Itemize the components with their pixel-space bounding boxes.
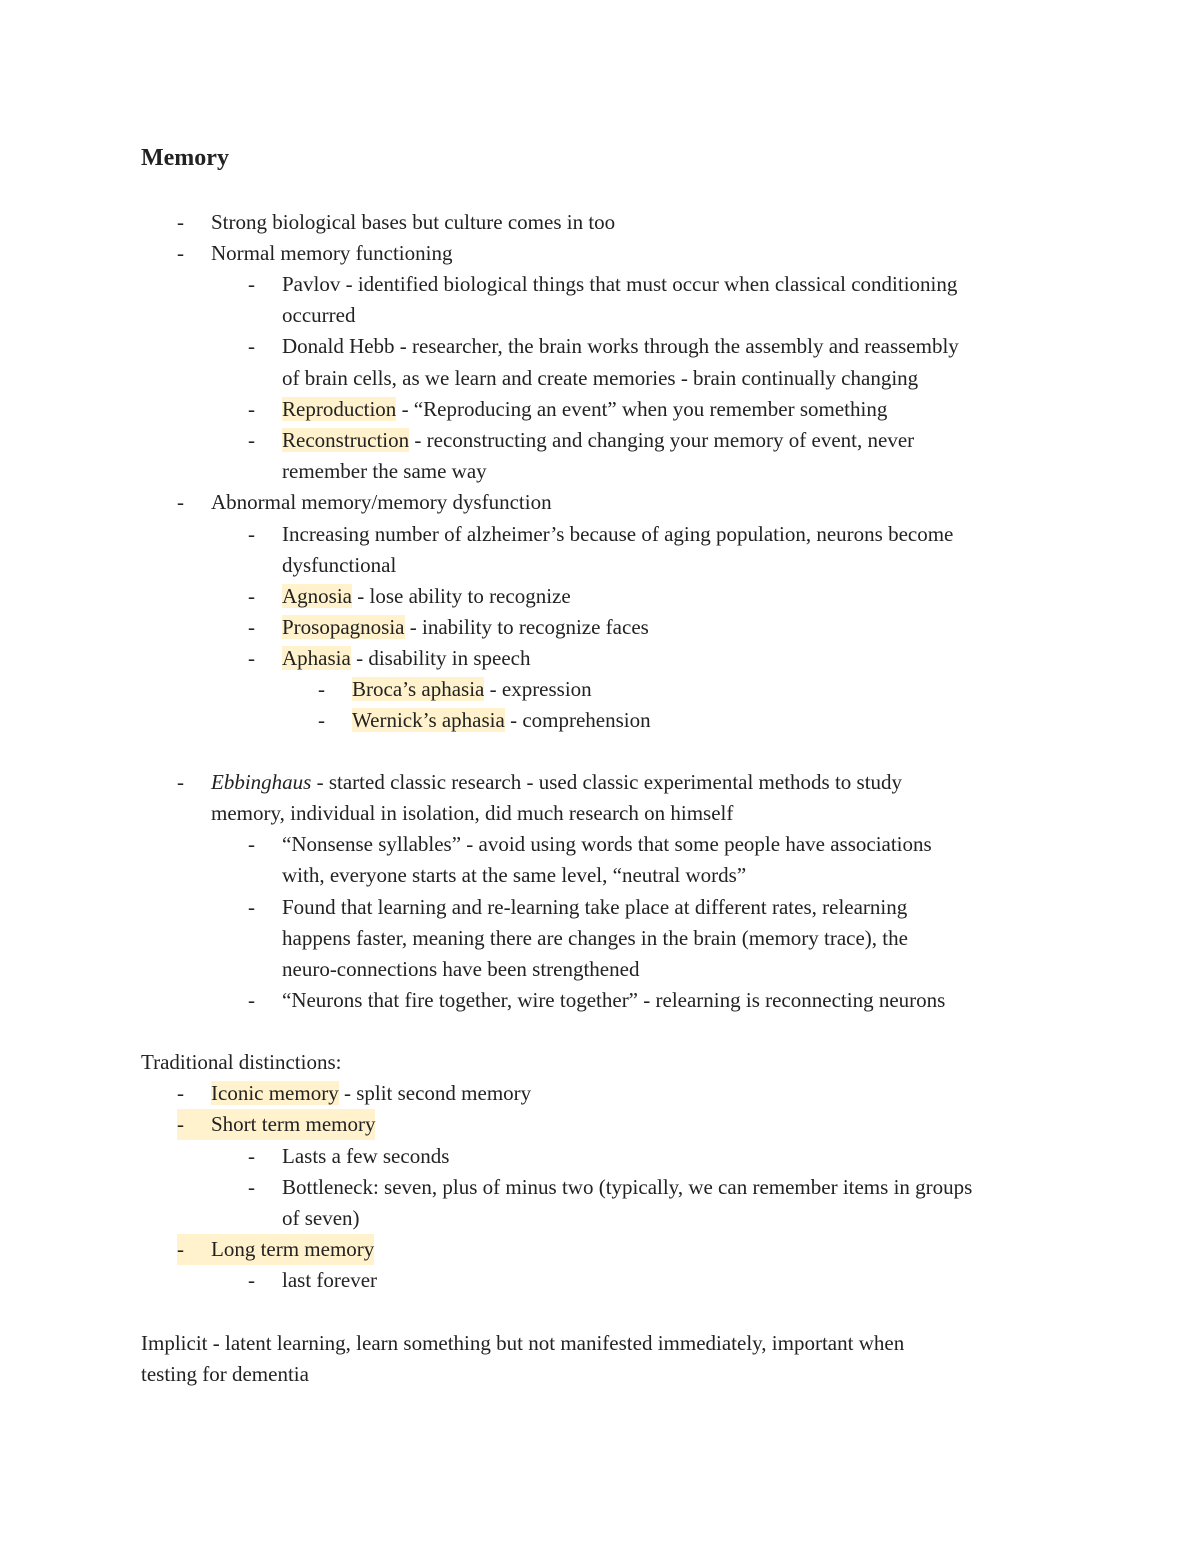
bullet-reproduction [282,394,887,425]
bullet-dash: - [248,334,255,358]
bullet-dash: - [248,1175,255,1199]
bullet-relearning: Found that learning and re-learning take place at different rates, relearning [282,895,908,919]
bullet-nonsense-syllables: “Nonsense syllables” - avoid using words that some people have associations [282,832,932,856]
bullet-pavlov: Pavlov - identified biological things that must occur when classical conditioning [282,272,958,296]
bullet-relearning-cont: happens faster, meaning there are changes in the brain (memory trace), the [282,926,908,950]
highlighted-term: Agnosia [282,584,352,608]
bullet-dash: - [177,1081,184,1105]
bullet-short-term-memory: Short term memory [197,1109,375,1140]
bullet-last-forever: last forever [282,1268,378,1292]
bullet-text: - expression [484,677,592,701]
bullet-hebb-cont: of brain cells, as we learn and create memories - brain continually changing [282,366,919,390]
highlighted-term: Prosopagnosia [282,615,405,639]
bullet-biological-bases: Strong biological bases but culture comes in too [211,210,616,234]
bullet-dash: - [248,584,255,608]
bullet-fire-together: “Neurons that fire together, wire together” - relearning is reconnecting neurons [282,988,946,1012]
bullet-alzheimers: Increasing number of alzheimer’s because of aging population, neurons become [282,522,954,546]
bullet-text: - reconstructing and changing your memory of event, never [409,428,915,452]
bullet-brocas-aphasia [352,674,592,705]
bullet-dash: - [248,1268,255,1292]
bullet-dash: - [318,677,325,701]
bullet-text: - comprehension [504,708,651,732]
bullet-wernicks-aphasia [352,705,651,736]
highlighted-term: Broca’s aphasia [352,677,485,701]
bullet-dash: - [248,646,255,670]
bullet-text: - disability in speech [350,646,531,670]
bullet-abnormal-memory: Abnormal memory/memory dysfunction [211,490,552,514]
paragraph-implicit-cont: testing for dementia [141,1362,309,1386]
bullet-pavlov-cont: occurred [282,303,356,327]
highlighted-term: Iconic memory [211,1081,339,1105]
italic-term: Ebbinghaus [211,770,312,794]
bullet-dash: - [248,272,255,296]
bullet-normal-memory: Normal memory functioning [211,241,453,265]
bullet-ebbinghaus-cont: memory, individual in isolation, did much research on himself [211,801,734,825]
bullet-prosopagnosia [282,612,649,643]
bullet-dash: - [248,895,255,919]
section-heading-traditional: Traditional distinctions: [141,1050,342,1074]
bullet-text: - started classic research - used classic experimental methods to study [311,770,903,794]
bullet-dash: - [248,615,255,639]
bullet-dash: - [177,210,184,234]
bullet-long-term-memory: Long term memory [197,1234,374,1265]
paragraph-implicit: Implicit - latent learning, learn something but not manifested immediately, important when [141,1331,905,1355]
bullet-dash: - [248,397,255,421]
bullet-dash: - [177,1234,211,1265]
bullet-dash: - [248,428,255,452]
highlighted-term: Reproduction [282,397,397,421]
bullet-reconstruction [282,425,914,456]
highlighted-term: Wernick’s aphasia [352,708,505,732]
bullet-text: - inability to recognize faces [404,615,649,639]
bullet-dash: - [177,770,184,794]
bullet-dash: - [318,708,325,732]
page-title: Memory [141,145,229,171]
bullet-dash: - [177,241,184,265]
bullet-nonsense-syllables-cont: with, everyone starts at the same level, “neutral words” [282,863,747,887]
bullet-agnosia [282,581,571,612]
bullet-relearning-cont: neuro-connections have been strengthened [282,957,640,981]
highlighted-term: Aphasia [282,646,351,670]
bullet-text: - “Reproducing an event” when you remember something [396,397,888,421]
bullet-iconic-memory [211,1078,531,1109]
bullet-dash: - [177,1109,211,1140]
bullet-dash: - [248,832,255,856]
bullet-lasts-seconds: Lasts a few seconds [282,1144,450,1168]
bullet-bottleneck: Bottleneck: seven, plus of minus two (typically, we can remember items in groups [282,1175,973,1199]
bullet-ebbinghaus [211,767,902,798]
bullet-aphasia [282,643,530,674]
bullet-text: - split second memory [338,1081,532,1105]
bullet-dash: - [248,988,255,1012]
bullet-alzheimers-cont: dysfunctional [282,553,397,577]
highlighted-term: Reconstruction [282,428,410,452]
bullet-dash: - [177,490,184,514]
bullet-dash: - [248,522,255,546]
bullet-hebb: Donald Hebb - researcher, the brain works through the assembly and reassembly [282,334,959,358]
bullet-dash: - [248,1144,255,1168]
bullet-reconstruction-cont: remember the same way [282,459,487,483]
bullet-bottleneck-cont: of seven) [282,1206,360,1230]
bullet-text: - lose ability to recognize [352,584,571,608]
